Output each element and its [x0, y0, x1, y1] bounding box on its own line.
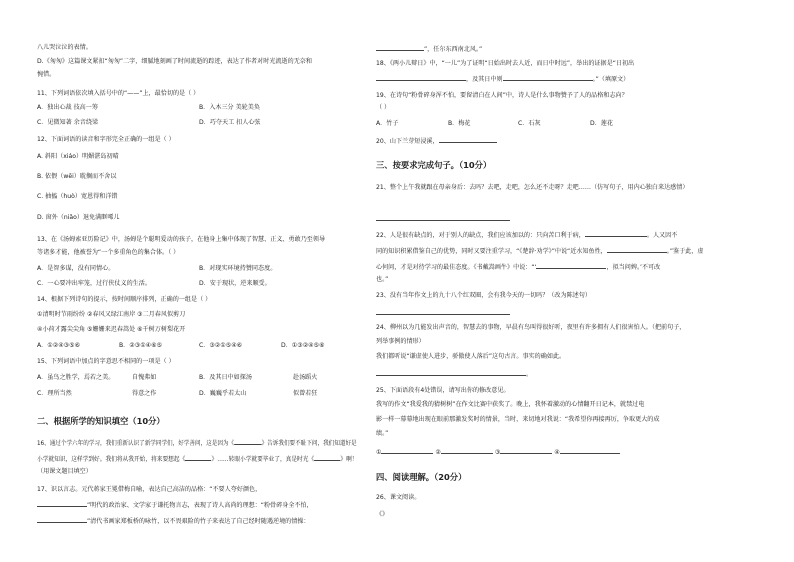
q19-option-c: C．石灰: [518, 120, 541, 127]
question-12: 12、下面词语的读音和字形完全正确的一组是（ ）: [37, 136, 175, 143]
answer-line[interactable]: [376, 314, 510, 315]
question-24-line4: [376, 369, 532, 379]
question-15: 15、下列词语中加点的字意思不相同的一项是（ ）: [37, 358, 175, 365]
q13-option-a: A．是智多谋，没有同情心。: [37, 265, 115, 272]
q12-option-c: C. 抽搐（huò）宽恩得和洋错: [37, 193, 118, 200]
answer-line[interactable]: [376, 220, 510, 221]
fill-blank[interactable]: [439, 136, 497, 143]
q22-text-1b: 。人又因不: [646, 232, 678, 239]
q12-option-b: B. 依偎（wēi）耽搁而不舍以: [37, 173, 117, 180]
question-20: [376, 136, 497, 146]
question-14: 14、根据下列诗句的提示，按时间顺序排列，正确的一组是（ ）: [37, 296, 212, 303]
question-24-line3: 我们都听说“谦虚使人进步，骄傲使人落后”这句古言。事实的确如此。: [376, 353, 566, 360]
q13-option-d: D．安于现状，逆来顺受。: [199, 280, 271, 287]
q19-option-d: D．莲花: [590, 120, 613, 127]
q12-option-a: A. 斜阳（xiáo）明媚湛岛初晴: [37, 153, 119, 160]
question-25: 25、下面语段有4处错误，请写出你的修改意见。: [376, 387, 510, 394]
q16-text-2: 小学就知识，这样学到好。我们将从我开始，将来要想起《: [37, 456, 186, 463]
question-23: 23、没有当年作文上的九十八个红双圈，会有我今天的一切吗？（改为陈述句）: [376, 292, 591, 299]
question-11: 11、下列词语依次填入括号中的“——”上，最恰切的是（ ）: [37, 90, 200, 97]
q15-option-c: C．理所当然: [37, 390, 72, 397]
text-line: 八儿哭泣泣的表情。: [37, 44, 92, 51]
question-17-line3: [37, 516, 310, 526]
q11-option-c: C．见微知著 余音绕梁: [37, 119, 99, 126]
q15-option-b-word: 赴汤蹈火: [293, 374, 318, 381]
question-19: 19、在诗句“粉骨碎身浑不怕，要留清白在人间”中，诗人是什么事物赞予了人的品格和志向？: [376, 92, 628, 99]
fill-blank[interactable]: [185, 454, 211, 461]
question-22-line2: [376, 246, 703, 256]
q25-answer-blanks: [376, 447, 620, 457]
q13-option-b: B．对现实环境持赞同态度。: [199, 265, 277, 272]
q17-continued: [376, 44, 482, 54]
fill-blank[interactable]: [234, 438, 262, 445]
q25-mark-3: ③: [494, 449, 501, 456]
question-24: 24、柳州以为几能发出声音的，智慧去的事物，早晨有鸟叫得很好听，夜里有许多拥有人们很害怕人。（把前句子，: [376, 324, 686, 331]
q16-text-1b: 》告诉我们要不耻下问，我们知道好是: [261, 440, 357, 447]
q16-text-2c: 》啊！: [340, 456, 358, 463]
q25-passage-1: 我写的作文“我爱我的猜树树”在作文比赛中获奖了。晚上，我怀着激动的心情翻开日记本，就禁过电: [376, 401, 645, 408]
q19-option-b: B．梅花: [448, 120, 471, 127]
q14-option-a: A．①②④③⑤⑥: [37, 342, 81, 349]
q16-note: （用课文题目填空）: [37, 468, 92, 475]
q22-text-3: 心何问，才是对待学习的最佳态度。《书戴嵩画牛》中说：“‘: [376, 264, 537, 271]
q22-text-1: 22、人是很有缺点的，对于别人的缺点，我们应该加以的：只向苦口利于病，: [376, 232, 585, 239]
fill-blank[interactable]: [37, 500, 87, 507]
q17-text-3: ”清代书画家郑板桥的咏竹，以不畏艰险的竹子来表达了自己经时随遇逆境的情操：: [87, 518, 310, 525]
question-26: 26、课文阅读。: [376, 494, 421, 501]
q18-text-2: ，及其日中则: [466, 76, 503, 83]
q16-text-1: 16、通过个学六年的学习，我们重新认识了新学同学们，好学善问，这是因为《: [37, 440, 235, 447]
q20-text: 20、山下兰芽短浸溪，: [376, 138, 439, 145]
q25-mark-4: ④: [554, 449, 560, 456]
q15-option-a-word: 自愧弗如: [132, 374, 157, 381]
q25-mark-1: ①: [376, 449, 382, 456]
text-line: 惋惜。: [37, 71, 56, 78]
q14-option-b: B．②③①④⑥⑤: [119, 342, 163, 349]
fill-blank[interactable]: [607, 246, 667, 253]
question-13-cont: 等诸多才能，他被誉为“一个多重角色的集合体。（ ）: [37, 249, 180, 256]
q16-text-2b: 》……转眼小学就要毕业了，真是时光《: [211, 456, 315, 463]
fill-blank[interactable]: [503, 74, 593, 81]
q19-option-a: A．竹子: [376, 120, 399, 127]
q11-option-d: D．巧夺天工 扣人心弦: [199, 119, 261, 126]
question-18: 18、《两小儿辩日》中，“一儿”为了证明“日始出时去人近，而日中时远”，举出的证据是“日初出: [376, 60, 635, 67]
q25-passage-2: 影一样一幕幕地出现在眼前那激发奖时的情景，当时，来切地对我说：“我希望你再接再厉，争取更大的成: [376, 416, 660, 423]
q24-end: 。: [526, 371, 533, 378]
q17-cont-text: ”，任尔东西南北风。”: [424, 46, 483, 53]
question-13: 13、在《汤姆索亚历险记》中，汤姆是个聪明爱动的孩子，在他身上集中体现了智慧、正义、勇敢乃至领导: [37, 236, 326, 243]
fill-blank[interactable]: [441, 447, 493, 454]
q15-option-a: A．虽鸟之胜学，焉若之美。: [37, 374, 115, 381]
q11-option-b: B．入木三分 美轮美奂: [199, 104, 260, 111]
q13-option-c: C．一心要冲出牢笼，过行侠仗义的生活。: [37, 280, 151, 287]
question-22-line3: [376, 262, 660, 272]
q14-option-c: C．③②①⑤④⑥: [199, 342, 243, 349]
section-2-title: 二、根据所学的知识填空（10分）: [37, 416, 165, 426]
q14-verses-1: ①清明时节雨纷纷 ②春风又绿江南岸 ③二月春风似剪刀: [37, 311, 186, 318]
question-22-line4: 也。”: [376, 276, 389, 283]
fill-blank[interactable]: [37, 516, 87, 523]
question-16-line2: [37, 454, 357, 464]
q11-option-a: A．独出心裁 技高一筹: [37, 104, 98, 111]
fill-blank[interactable]: [381, 447, 433, 454]
q15-option-d: D．巍巍乎若太山: [199, 390, 247, 397]
q19-answer-paren: （ ）: [376, 104, 391, 111]
q15-option-b: B．及其日中如探汤: [199, 374, 252, 381]
q15-option-d-word: 似曾若狂: [293, 390, 318, 397]
q15-option-c-word: 得意之作: [132, 390, 157, 397]
question-16: [37, 438, 357, 448]
q26-passage-title: 《》: [376, 511, 389, 518]
section-3-title: 三、按要求完成句子。（10分）: [376, 160, 492, 170]
fill-blank[interactable]: [314, 454, 340, 461]
q25-passage-3: 绩。”: [376, 430, 389, 437]
question-22: [376, 230, 677, 240]
fill-blank[interactable]: [376, 44, 424, 51]
section-4-title: 四、阅读理解。（20分）: [376, 472, 467, 482]
fill-blank[interactable]: [376, 74, 466, 81]
question-18-line2: [376, 74, 629, 84]
q14-verses-2: ④小荷才露尖尖角 ⑤姗姗来迟春嵩处 ⑥千树万树梨花开: [37, 326, 186, 333]
fill-blank[interactable]: [536, 262, 606, 269]
q12-option-d: D. 窗外（niǎo）退免满眶唏儿: [37, 214, 120, 221]
text-line: D.《匆匆》这篇课文紧扣“匆匆”二字，细腻地刻画了时间流逝的踪迹，表达了作者对时光流逝的无奈和: [37, 58, 312, 65]
fill-blank[interactable]: [585, 230, 647, 237]
q22-text-3b: ，拟当问婢。’不可改: [606, 264, 661, 271]
fill-blank[interactable]: [500, 447, 552, 454]
fill-blank[interactable]: [376, 369, 526, 376]
fill-blank[interactable]: [560, 447, 620, 454]
q17-text-2: ”明代的政治家、文学家于谦托物言志，表现了诗人高尚的理想：“粉骨碎身全不怕，: [87, 502, 313, 509]
question-21: 21、整个上午我就跟在母亲身后：去吗？去吧，走吧，怎么还不走呀？走吧……（仿写句子，用内心独白来达感情）: [376, 184, 689, 191]
q22-text-2: 同的知识积累借鉴自己的优势，同时又要注重学习，“《楚辞·劝学》”中说“近水知鱼性，: [376, 248, 607, 255]
question-17: 17、识以言志。元代蒋家王冕借梅自喻，表达自己高洁的品格：“不要人夸好颜色，: [37, 486, 262, 493]
q18-text-3: 。”（填原文）: [592, 76, 630, 83]
q25-mark-2: ②: [435, 449, 441, 456]
question-17-line2: [37, 500, 313, 510]
question-24-line2: 列举事例的情形）: [376, 338, 425, 345]
q22-text-2b: 。”鉴于此，虚: [666, 248, 704, 255]
q14-option-d: D．①③②④⑤⑥: [281, 342, 325, 349]
